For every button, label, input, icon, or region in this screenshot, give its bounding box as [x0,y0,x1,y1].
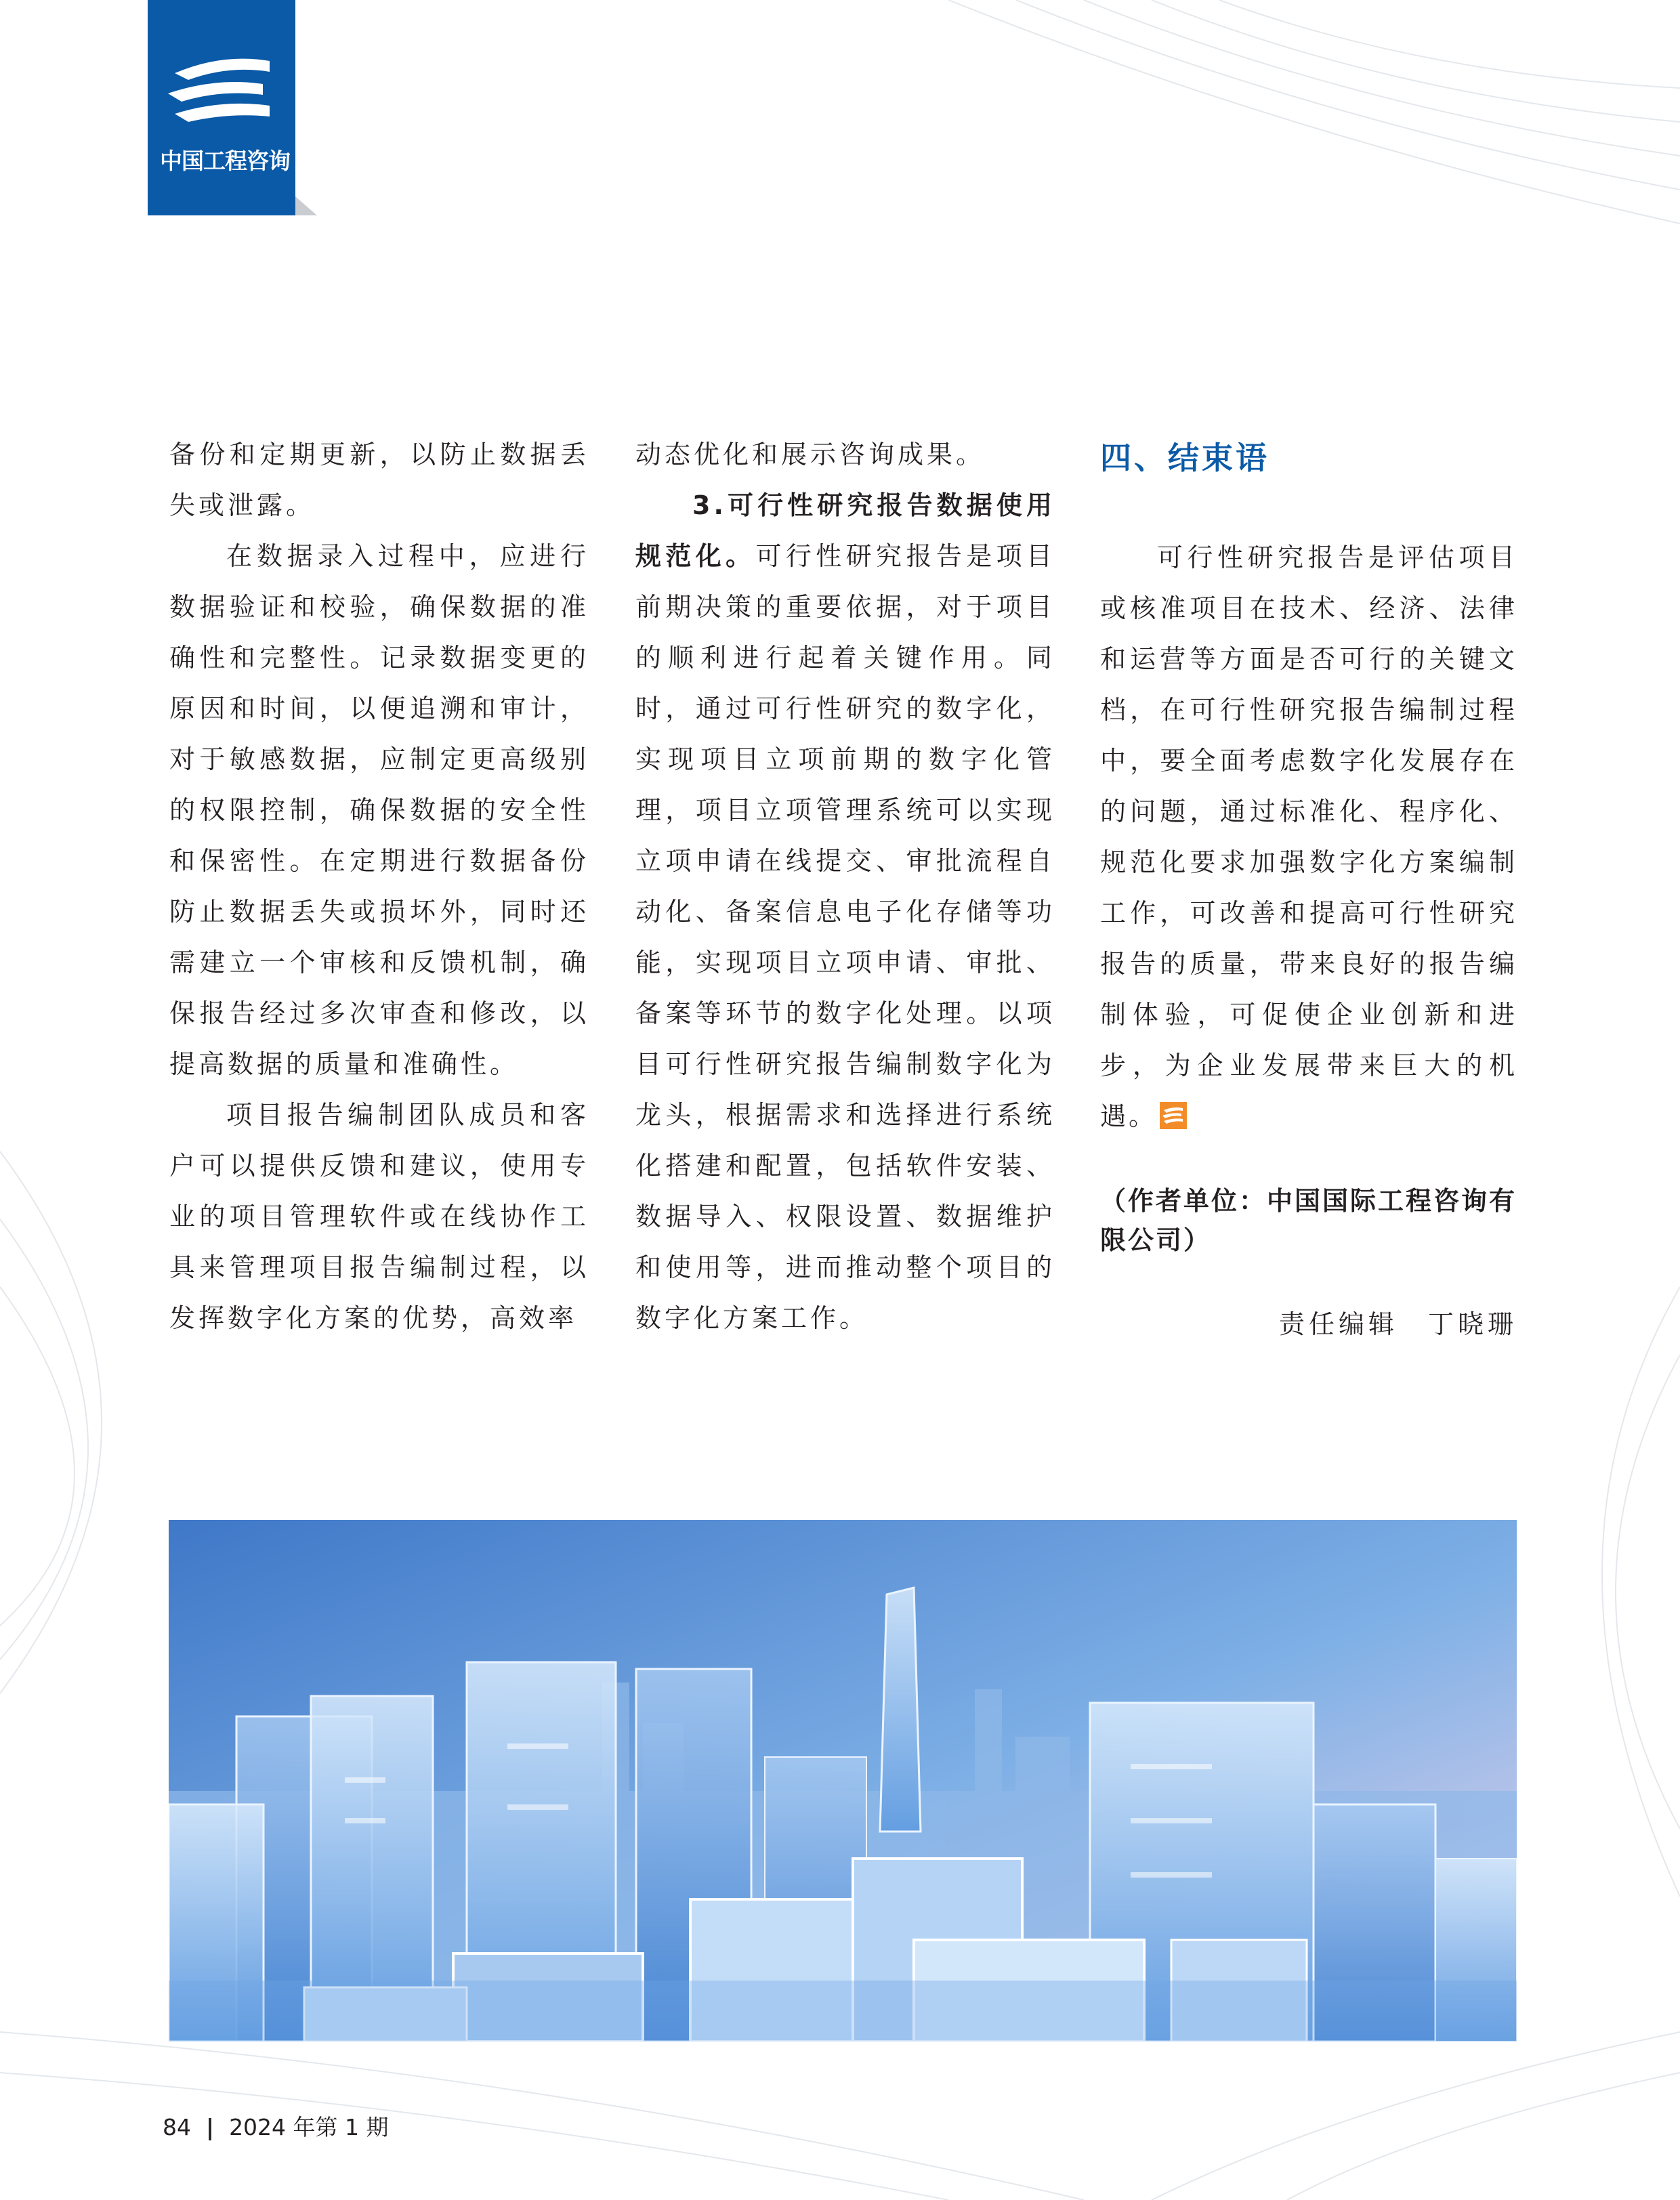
text-column-3 [1100,429,1517,1340]
responsible-editor: 责任编辑 丁晓珊 [1278,1309,1517,1339]
brand-logo-icon [161,54,276,129]
city-skyline-image [169,1520,1517,2042]
header-brand-tab [148,0,295,215]
paragraph-body: 可行性研究报告是项目前期决策的重要依据，对于项目的顺利进行起着关键作用。同时，通过可行性研究的数字化，实现项目立项前期的数字化管理，项目立项管理系统可以实现立项申请在线提交、审批流程自动化、备案信息电子化存储等功能，实现项目立项申请、审批、备案等环节的数字化处理。以项目可行性研究报告编制数字化为龙头，根据需求和选择进行系统化搭建和配置，包括软件安装、数据导入、权限设置、数据维护和使用等，进而推动整个项目的数字化方案工作。 [635,541,1055,1333]
subsection-heading: 3.可行性研究报告数据使用规范化。 [635,490,1055,571]
paragraph: 动态优化和展示咨询成果。 [635,440,986,469]
paragraph: 在数据录入过程中，应进行数据验证和校验，确保数据的准确性和完整性。记录数据变更的原因和时间，以便追溯和审计，对于敏感数据，应制定更高级别的权限控制，确保数据的安全性和保密性。在定期进行数据备份防止数据丢失或损坏外，同时还需建立一个审核和反馈机制，确保报告经过多次审查和修改，以提高数据的质量和准确性。 [169,541,589,1079]
brand-name: 中国工程咨询 [160,148,290,174]
author-affiliation: （作者单位：中国国际工程咨询有限公司） [1100,1186,1517,1255]
text-column-1 [169,429,589,1344]
paragraph: 项目报告编制团队成员和客户可以提供反馈和建议，使用专业的项目管理软件或在线协作工具来管理项目报告编制过程，以发挥数字化方案的优势，高效率 [169,1100,589,1333]
page-number: 84 [163,2114,191,2140]
paragraph: 备份和定期更新，以防止数据丢失或泄露。 [169,440,589,520]
section-title: 四、结束语 [1100,440,1269,476]
paragraph-body: 可行性研究报告是评估项目或核准项目在技术、经济、法律和运营等方面是否可行的关键文档，在可行性研究报告编制过程中，要全面考虑数字化发展存在的问题，通过标准化、程序化、规范化要求加强数字化方案编制工作，可改善和提高可行性研究报告的质量，带来良好的报告编制体验，可促使企业创新和进步，为企业发展带来巨大的机遇。 [1100,543,1517,1131]
footer-separator: | [206,2114,215,2140]
text-column-2 [635,429,1055,1344]
issue-info: 2024 年第 1 期 [229,2114,389,2140]
paragraph [635,480,1055,1344]
paragraph [1100,532,1517,1142]
article-end-icon [1160,1102,1187,1129]
page-footer [163,2110,389,2142]
